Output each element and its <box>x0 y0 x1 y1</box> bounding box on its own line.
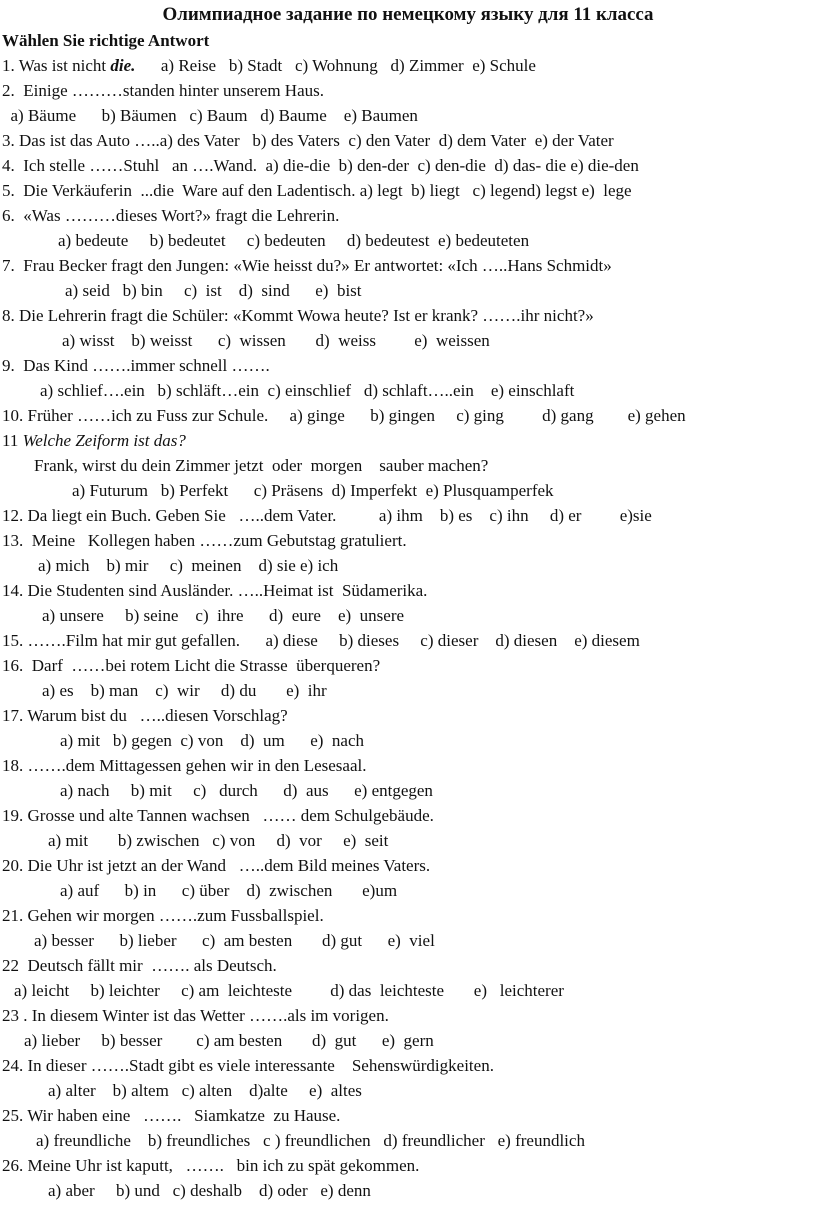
question-line: 12. Da liegt ein Buch. Geben Sie …..dem Vater. a) ihm b) es c) ihn d) er e)sie <box>2 506 652 525</box>
answer-options: a) aber b) und c) deshalb d) oder e) denn <box>48 1181 371 1200</box>
question-line: 14. Die Studenten sind Ausländer. …..Heimat ist Südamerika. <box>2 581 428 600</box>
question-line: 16. Darf ……bei rotem Licht die Strasse überqueren? <box>2 656 381 675</box>
question-line: 21. Gehen wir morgen …….zum Fussballspiel. <box>2 906 324 925</box>
answer-options: a) lieber b) besser c) am besten d) gut e) gern <box>24 1031 434 1050</box>
answer-options: a) Futurum b) Perfekt c) Präsens d) Imperfekt e) Plusquamperfek <box>72 481 554 500</box>
answer-options: a) es b) man c) wir d) du e) ihr <box>42 681 327 700</box>
question-line: 1. Was ist nicht die. a) Reise b) Stadt c) Wohnung d) Zimmer e) Schule <box>2 56 536 75</box>
answer-options: a) unsere b) seine c) ihre d) eure e) unsere <box>42 606 405 625</box>
question-line: 3. Das ist das Auto …..a) des Vater b) des Vaters c) den Vater d) dem Vater e) der Vater <box>2 131 614 150</box>
answer-options: a) mit b) gegen c) von d) um e) nach <box>60 731 365 750</box>
question-line: 6. «Was ………dieses Wort?» fragt die Lehrerin. <box>2 206 340 225</box>
question-line: 8. Die Lehrerin fragt die Schüler: «Kommt Wowa heute? Ist er krank? …….ihr nicht?» <box>2 306 594 325</box>
question-line: 10. Früher ……ich zu Fuss zur Schule. a) ginge b) gingen c) ging d) gang e) gehen <box>2 406 686 425</box>
answer-options: a) seid b) bin c) ist d) sind e) bist <box>65 281 362 300</box>
answer-options: a) besser b) lieber c) am besten d) gut e) viel <box>34 931 435 950</box>
answer-options: a) bedeute b) bedeutet c) bedeuten d) bedeutest e) bedeuteten <box>58 231 530 250</box>
question-line: 19. Grosse und alte Tannen wachsen …… dem Schulgebäude. <box>2 806 434 825</box>
question-line: 26. Meine Uhr ist kaputt, ……. bin ich zu spät gekommen. <box>2 1156 420 1175</box>
answer-options: a) mich b) mir c) meinen d) sie e) ich <box>38 556 339 575</box>
question-line: Frank, wirst du dein Zimmer jetzt oder morgen sauber machen? <box>34 456 489 475</box>
answer-options: a) wisst b) weisst c) wissen d) weiss e) weissen <box>62 331 490 350</box>
instruction: Wählen Sie richtige Antwort <box>2 31 210 50</box>
answer-options: a) mit b) zwischen c) von d) vor e) seit <box>48 831 389 850</box>
question-line: 15. …….Film hat mir gut gefallen. a) diese b) dieses c) dieser d) diesen e) diesem <box>2 631 640 650</box>
answer-options: a) alter b) altem c) alten d)alte e) altes <box>48 1081 362 1100</box>
question-line: 5. Die Verkäuferin ...die Ware auf den Ladentisch. a) legt b) liegt c) legend) legst e) lege <box>2 181 632 200</box>
question-line: 20. Die Uhr ist jetzt an der Wand …..dem Bild meines Vaters. <box>2 856 431 875</box>
question-line: 2. Einige ………standen hinter unserem Haus. <box>2 81 324 100</box>
question-line: 17. Warum bist du …..diesen Vorschlag? <box>2 706 288 725</box>
answer-options: a) auf b) in c) über d) zwischen e)um <box>60 881 398 900</box>
answer-options: a) nach b) mit c) durch d) aus e) entgegen <box>60 781 433 800</box>
page-title: Олимпиадное задание по немецкому языку для 11 класса <box>162 4 654 25</box>
question-line: 25. Wir haben eine ……. Siamkatze zu Hause. <box>2 1106 341 1125</box>
question-line: 4. Ich stelle ……Stuhl an ….Wand. a) die-die b) den-der c) den-die d) das- die e) die-den <box>2 156 639 175</box>
answer-options: a) leicht b) leichter c) am leichteste d) das leichteste e) leichterer <box>14 981 564 1000</box>
answer-options: a) Bäume b) Bäumen c) Baum d) Baume e) Baumen <box>2 106 418 125</box>
question-line: 9. Das Kind …….immer schnell ……. <box>2 356 270 375</box>
answer-options: a) freundliche b) freundliches c ) freundlichen d) freundlicher e) freundlich <box>36 1131 585 1150</box>
question-line: 24. In dieser …….Stadt gibt es viele interessante Sehenswürdigkeiten. <box>2 1056 494 1075</box>
question-line: 13. Meine Kollegen haben ……zum Gebutstag gratuliert. <box>2 531 407 550</box>
question-line: 7. Frau Becker fragt den Jungen: «Wie heisst du?» Er antwortet: «Ich …..Hans Schmidt» <box>2 256 612 275</box>
question-line: 22 Deutsch fällt mir ……. als Deutsch. <box>2 956 277 975</box>
question-line: 11 Welche Zeiform ist das? <box>2 431 186 450</box>
question-line: 23 . In diesem Winter ist das Wetter …….als im vorigen. <box>2 1006 389 1025</box>
answer-options: a) schlief….ein b) schläft…ein c) einschlief d) schlaft…..ein e) einschlaft <box>40 381 575 400</box>
question-line: 18. …….dem Mittagessen gehen wir in den Lesesaal. <box>2 756 367 775</box>
